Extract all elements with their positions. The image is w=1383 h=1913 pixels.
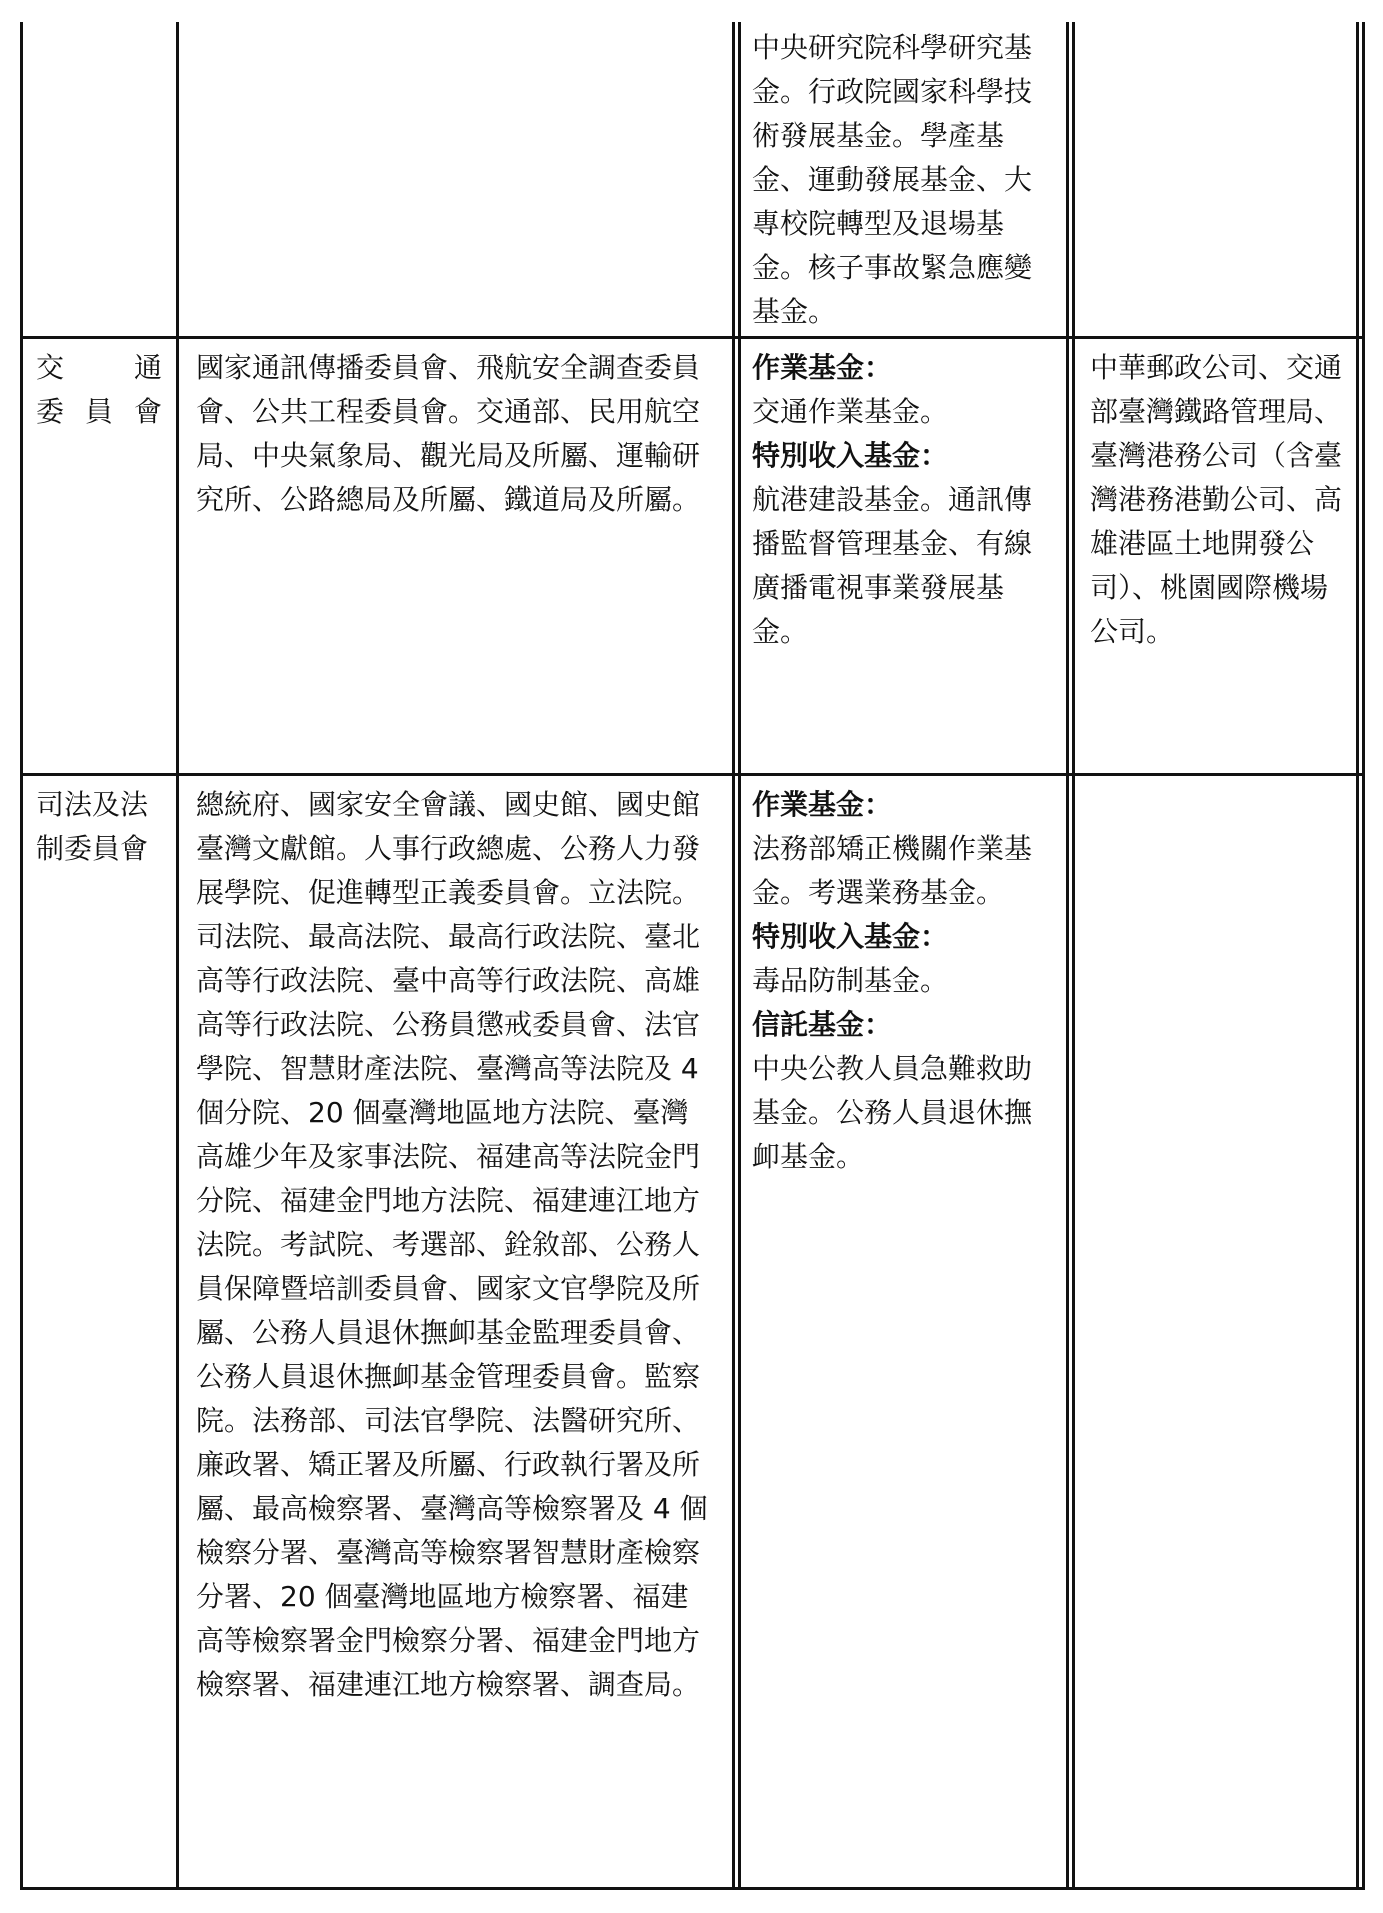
- traffic-fund-heading-special: 特別收入基金：: [752, 439, 949, 472]
- judicial-fund-heading-operating: 作業基金：: [752, 788, 893, 821]
- judicial-funds-cell: [752, 783, 1052, 1179]
- traffic-enterprises-text: 中華郵政公司、交通部臺灣鐵路管理局、臺灣港務公司（含臺灣港務港勤公司、高雄港區土地開發公司）、桃園國際機場公司。: [1090, 351, 1343, 648]
- table-border-left: [20, 22, 23, 1890]
- column-divider-3b: [1072, 22, 1075, 1890]
- column-divider-2b: [738, 22, 741, 1890]
- traffic-committee-char: 通: [133, 351, 162, 384]
- judicial-fund-heading-special: 特別收入基金：: [752, 920, 949, 953]
- table-border-right-b: [1362, 22, 1365, 1890]
- traffic-funds-cell: [752, 346, 1052, 654]
- traffic-committee-line-2: [36, 390, 162, 434]
- traffic-committee-char: 會: [133, 395, 162, 428]
- judicial-fund-text-trust: 中央公教人員急難救助基金。公務人員退休撫卹基金。: [752, 1052, 1033, 1173]
- row-top-funds-text: 中央研究院科學研究基金。行政院國家科學技術發展基金。學產基金、運動發展基金、大專校院轉型及退場基金。核子事故緊急應變基金。: [752, 31, 1033, 328]
- traffic-committee-char: 交: [36, 351, 65, 384]
- traffic-enterprises-cell: [1090, 346, 1342, 654]
- column-divider-3a: [1066, 22, 1069, 1890]
- judicial-fund-heading-trust: 信託基金：: [752, 1008, 893, 1041]
- traffic-committee-line-1: [36, 346, 162, 390]
- table-border-right-a: [1356, 22, 1359, 1890]
- traffic-committee-char: 員: [84, 395, 113, 428]
- row-top-funds-cell: [752, 26, 1052, 334]
- traffic-committee-cell: [36, 346, 162, 434]
- judicial-fund-text-operating: 法務部矯正機關作業基金。考選業務基金。: [752, 832, 1033, 909]
- traffic-agencies-text: 國家通訊傳播委員會、飛航安全調查委員會、公共工程委員會。交通部、民用航空局、中央氣象局、觀光局及所屬、運輸研究所、公路總局及所屬、鐵道局及所屬。: [196, 351, 701, 516]
- traffic-fund-text-operating: 交通作業基金。: [752, 395, 949, 428]
- judicial-agencies-text: 總統府、國家安全會議、國史館、國史館臺灣文獻館。人事行政總處、公務人力發展學院、促進轉型正義委員會。立法院。司法院、最高法院、最高行政法院、臺北高等行政法院、臺中高等行政法院、高雄高等行政法院、公務員懲戒委員會、法官學院、智慧財產法院、臺灣高等法院及 4 個分院、20 個臺灣地區地方法院、臺灣高雄少年及家事法院、福建高等法院金門分院、福建金門地方法院、福建連江地方法院。考試院、考選部、銓敘部、公務人員保障暨培訓委員會、國家文官學院及所屬、公務人員退休撫卹基金監理委員會、公務人員退休撫卹基金管理委員會。監察院。法務部、司法官學院、法醫研究所、廉政署、矯正署及所屬、行政執行署及所屬、最高檢察署、臺灣高等檢察署及 4 個檢察分署、臺灣高等檢察署智慧財產檢察分署、20 個臺灣地區地方檢察署、福建高等檢察署金門檢察分署、福建金門地方檢察署、福建連江地方檢察署、調查局。: [196, 788, 708, 1701]
- table-border-bottom: [20, 1887, 1365, 1890]
- judicial-committee-cell: [36, 783, 162, 871]
- judicial-fund-text-special: 毒品防制基金。: [752, 964, 949, 997]
- traffic-committee-char: 委: [36, 395, 65, 428]
- row-divider-1: [20, 336, 1365, 339]
- traffic-agencies-cell: [196, 346, 716, 522]
- row-divider-2: [20, 773, 1365, 776]
- traffic-fund-heading-operating: 作業基金：: [752, 351, 893, 384]
- judicial-agencies-cell: [196, 783, 716, 1707]
- judicial-committee-text: 司法及法制委員會: [36, 788, 149, 865]
- column-divider-2a: [732, 22, 735, 1890]
- traffic-fund-text-special: 航港建設基金。通訊傳播監督管理基金、有線廣播電視事業發展基金。: [752, 483, 1033, 648]
- column-divider-1: [176, 22, 179, 1890]
